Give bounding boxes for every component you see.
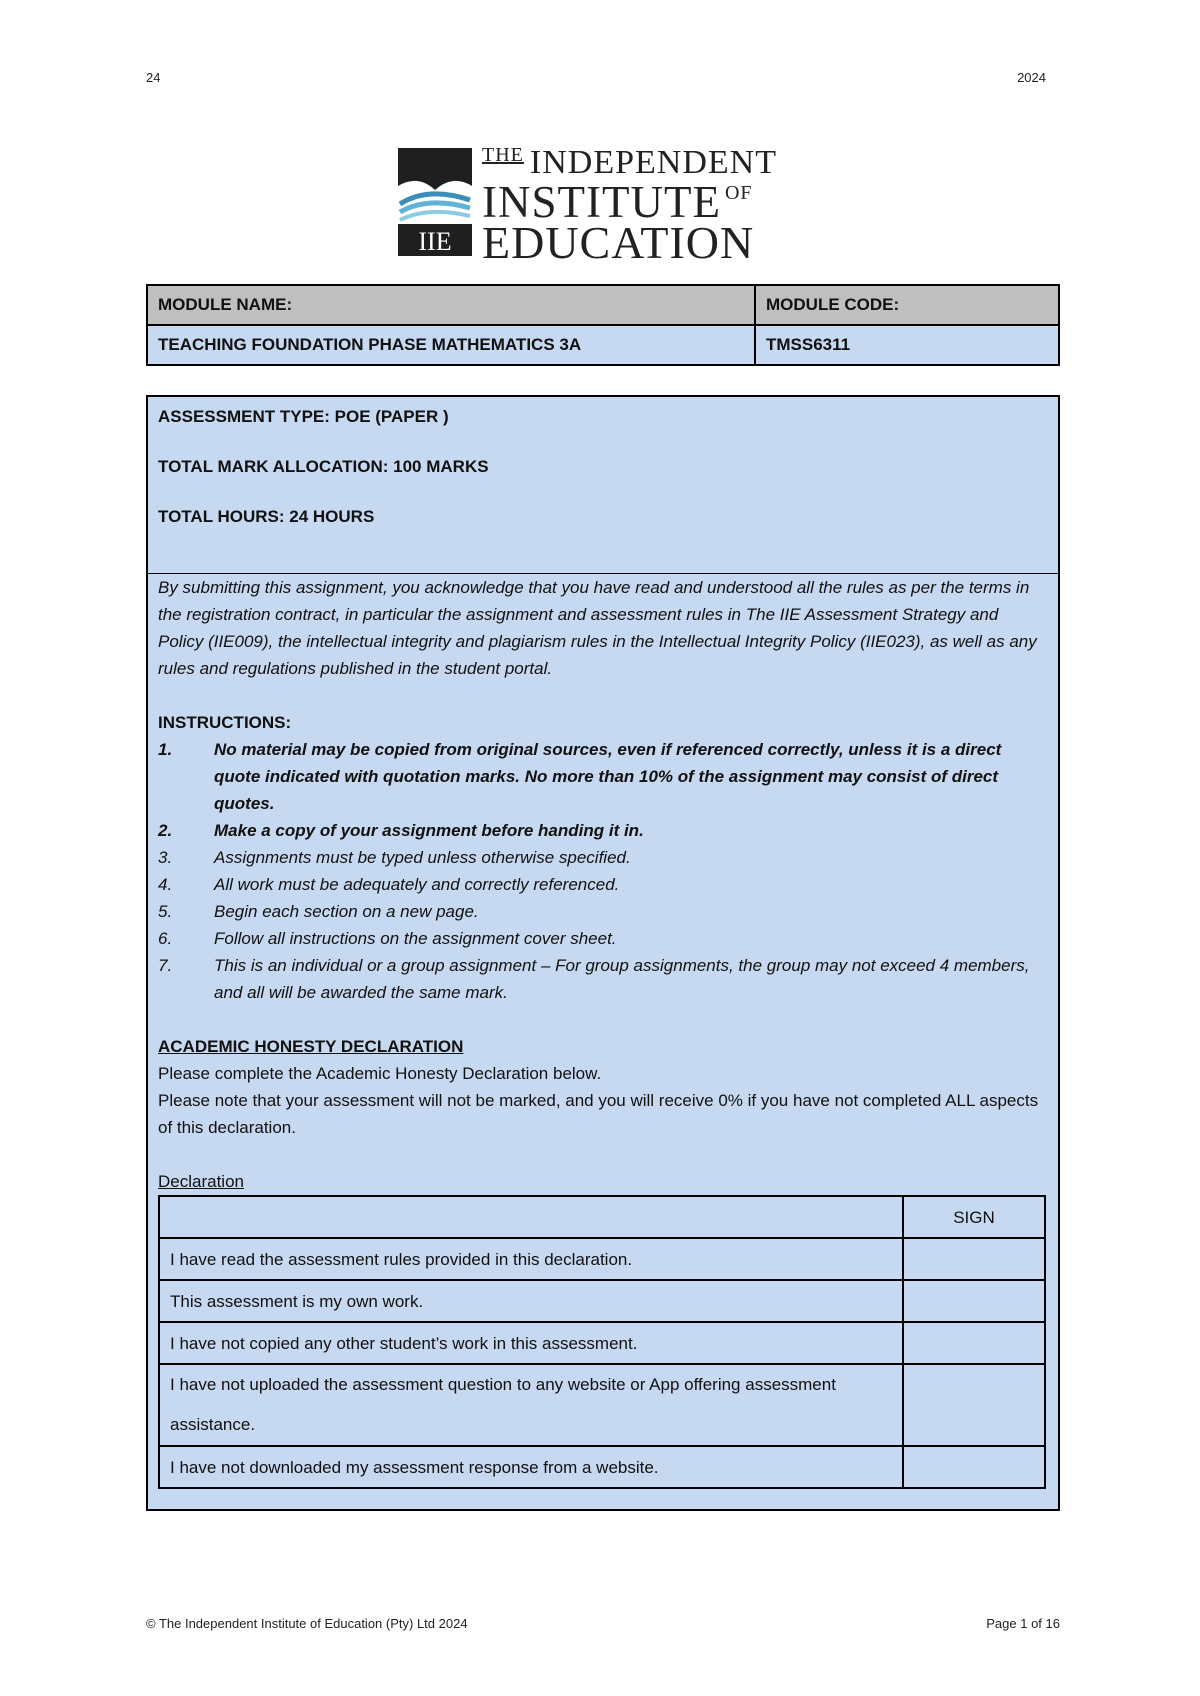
assessment-body — [148, 574, 1058, 1489]
declaration-title: Declaration — [158, 1172, 244, 1191]
logo-line-2: INSTITUTE $^{OF}$ — [482, 177, 753, 227]
sign-cell[interactable] — [903, 1280, 1045, 1322]
assessment-summary — [148, 397, 1058, 574]
total-hours: TOTAL HOURS: 24 HOURS — [158, 507, 375, 526]
instruction-item: 4. All work must be adequately and correctly referenced. — [158, 875, 620, 894]
instruction-item: 6. Follow all instructions on the assignment cover sheet. — [158, 929, 617, 948]
sign-cell[interactable] — [903, 1322, 1045, 1364]
honesty-title: ACADEMIC HONESTY DECLARATION — [158, 1037, 464, 1056]
footer-page-number: Page 1 of 16 — [986, 1616, 1060, 1631]
declaration-statement: This assessment is my own work. — [159, 1280, 903, 1322]
declaration-statement: I have not downloaded my assessment response from a website. — [159, 1446, 903, 1488]
logo-line-3: EDUCATION — [482, 217, 755, 268]
instructions-list — [158, 736, 1048, 1006]
declaration-header-blank — [159, 1196, 903, 1238]
iie-logo — [398, 142, 818, 268]
module-table — [146, 284, 1060, 366]
module-code: TMSS6311 — [755, 325, 1059, 365]
assessment-type: ASSESSMENT TYPE: POE (PAPER ) — [158, 407, 449, 426]
book-logo-icon — [398, 146, 472, 256]
module-name: TEACHING FOUNDATION PHASE MATHEMATICS 3A — [147, 325, 755, 365]
instruction-item: 7. This is an individual or a group assignment – For group assignments, the group may not exceed 4 members, and all will be awarded the same mark. — [158, 956, 1030, 1002]
sign-cell[interactable] — [903, 1364, 1045, 1446]
sign-cell[interactable] — [903, 1238, 1045, 1280]
declaration-table — [158, 1195, 1046, 1489]
instruction-item: 1. No material may be copied from original sources, even if referenced correctly, unless it is a direct quote indicated with quotation marks. No more than 10% of the assignment may consist of direct quotes. — [158, 740, 1002, 813]
declaration-statement: I have read the assessment rules provided in this declaration. — [159, 1238, 903, 1280]
sign-cell[interactable] — [903, 1446, 1045, 1488]
module-code-label: MODULE CODE: — [755, 285, 1059, 325]
acknowledgement-text: By submitting this assignment, you acknowledge that you have read and understood all the rules as per the terms in the registration contract, in particular the assignment and assessment rules in The IIE Assessment Strategy and Policy (IIE009), the intellectual integrity and plagiarism rules in the Intellectual Integrity Policy (IIE023), as well as any rules and regulations published in the student portal. — [158, 578, 1037, 678]
logo-mark-text: IIE — [418, 227, 452, 256]
module-name-label: MODULE NAME: — [147, 285, 755, 325]
footer-copyright: © The Independent Institute of Education (Pty) Ltd 2024 — [146, 1616, 468, 1631]
declaration-statement: I have not copied any other student’s work in this assessment. — [159, 1322, 903, 1364]
instructions-title: INSTRUCTIONS: — [158, 713, 292, 732]
declaration-statement: I have not uploaded the assessment question to any website or App offering assessment assistance. — [159, 1364, 903, 1446]
total-marks: TOTAL MARK ALLOCATION: 100 MARKS — [158, 457, 489, 476]
instruction-item: 3. Assignments must be typed unless otherwise specified. — [158, 848, 631, 867]
honesty-line-2: Please note that your assessment will not be marked, and you will receive 0% if you have not completed ALL aspects of this declaration. — [158, 1091, 1039, 1137]
sign-header: SIGN — [903, 1196, 1045, 1238]
instruction-item: 5. Begin each section on a new page. — [158, 902, 479, 921]
instruction-item: 2. Make a copy of your assignment before handing it in. — [158, 821, 644, 840]
honesty-line-1: Please complete the Academic Honesty Declaration below. — [158, 1064, 602, 1083]
assessment-box — [146, 395, 1060, 1511]
logo-line-1: $^{THE}$ INDEPENDENT — [482, 144, 777, 181]
header-right: 2024 — [1017, 70, 1046, 85]
header-left: 24 — [146, 70, 161, 85]
